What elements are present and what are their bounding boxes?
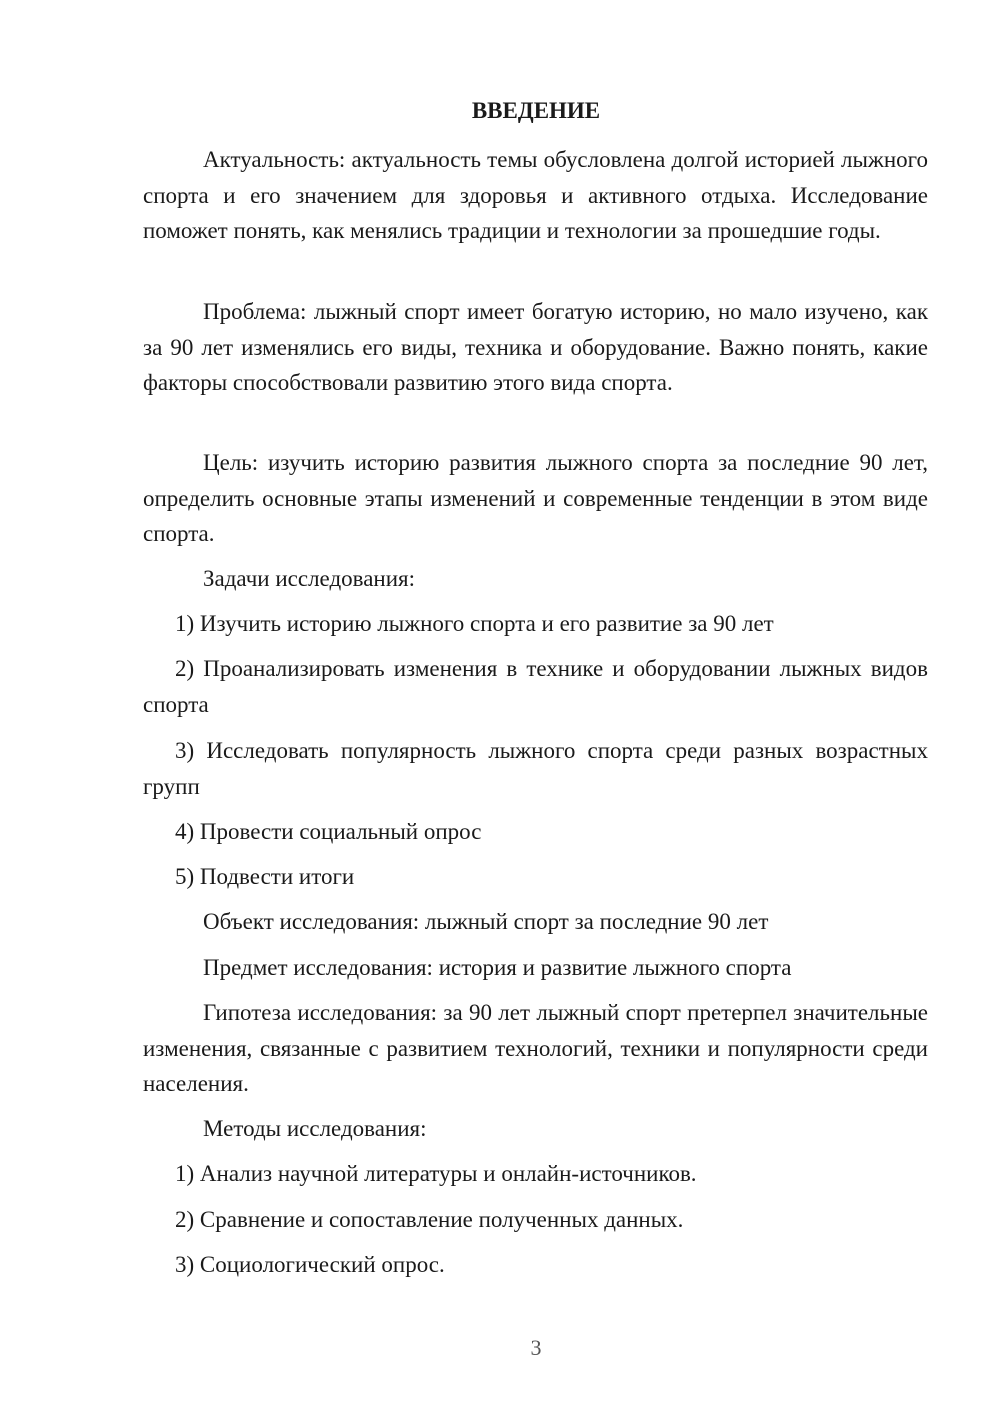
hypothesis-paragraph: Гипотеза исследования: за 90 лет лыжный спорт претерпел значительные изменения, связанные с развитием технологий, техники и популярности среди населения. <box>143 1000 928 1096</box>
object-paragraph: Объект исследования: лыжный спорт за последние 90 лет <box>203 909 769 934</box>
subject-paragraph: Предмет исследования: история и развитие лыжного спорта <box>203 955 792 980</box>
tasks-heading: Задачи исследования: <box>203 566 416 591</box>
task-item: 1) Изучить историю лыжного спорта и его развитие за 90 лет <box>175 611 774 636</box>
methods-heading: Методы исследования: <box>203 1116 427 1141</box>
task-item: 2) Проанализировать изменения в технике и оборудовании лыжных видов спорта <box>143 656 928 717</box>
section-heading: ВВЕДЕНИЕ <box>471 98 601 123</box>
relevance-paragraph: Актуальность: актуальность темы обусловлена долгой историей лыжного спорта и его значением для здоровья и активного отдыха. Исследование поможет понять, как менялись традиции и технологии за прошедшие годы. <box>143 147 928 243</box>
method-item: 3) Социологический опрос. <box>175 1252 445 1277</box>
task-item: 3) Исследовать популярность лыжного спорта среди разных возрастных групп <box>143 738 928 799</box>
task-item: 4) Провести социальный опрос <box>175 819 482 844</box>
problem-paragraph: Проблема: лыжный спорт имеет богатую историю, но мало изучено, как за 90 лет изменялись его виды, техника и оборудование. Важно понять, какие факторы способствовали развитию этого вида спорта. <box>143 299 928 395</box>
page-number: 3 <box>530 1335 542 1360</box>
goal-paragraph: Цель: изучить историю развития лыжного спорта за последние 90 лет, определить основные этапы изменений и современные тенденции в этом виде спорта. <box>143 450 928 546</box>
method-item: 2) Сравнение и сопоставление полученных данных. <box>175 1207 684 1232</box>
method-item: 1) Анализ научной литературы и онлайн-источников. <box>175 1161 697 1186</box>
task-item: 5) Подвести итоги <box>175 864 355 889</box>
